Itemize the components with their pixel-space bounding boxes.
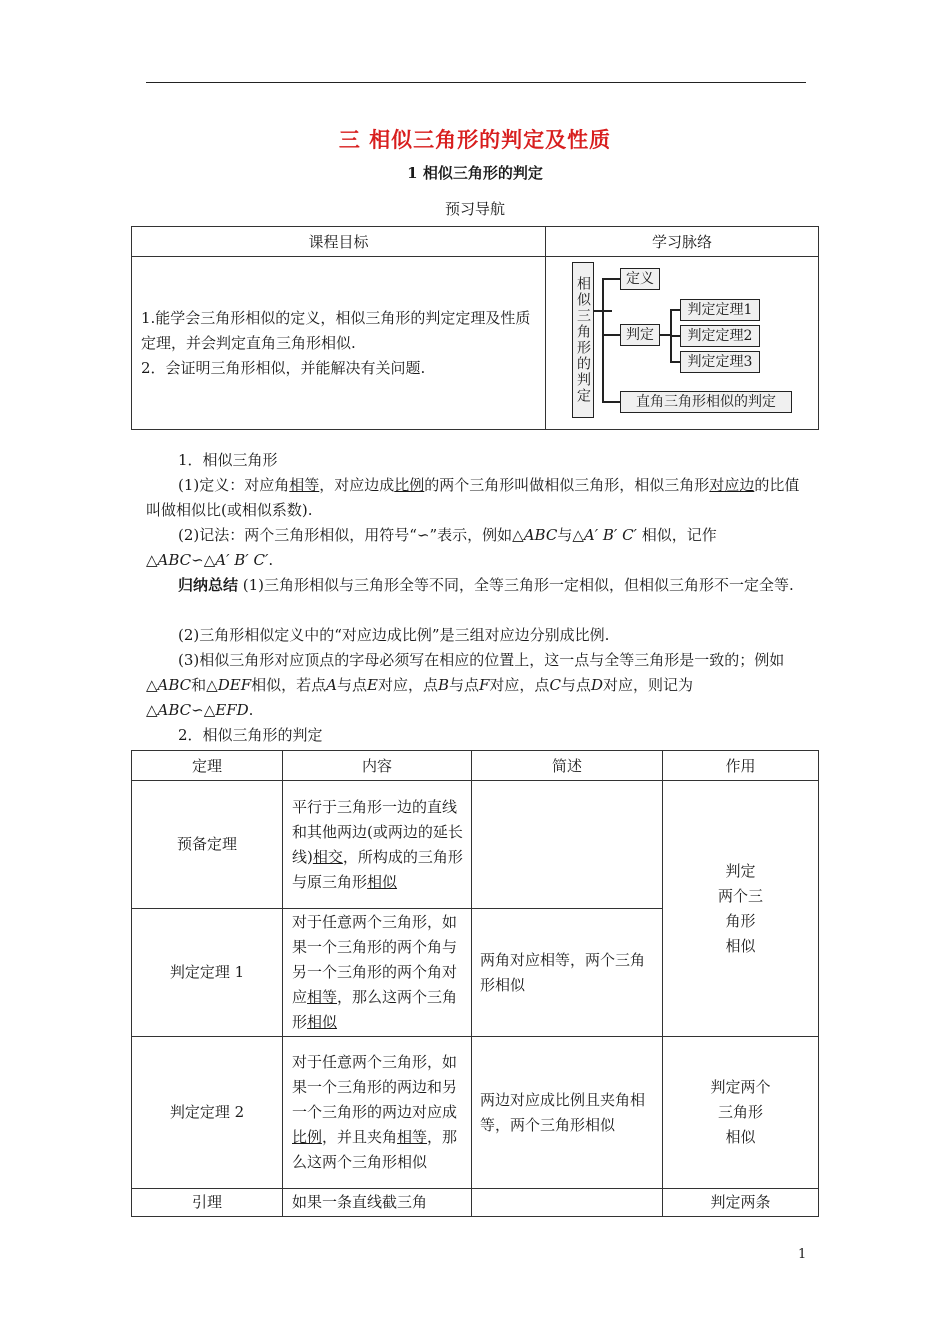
theorem-brief <box>472 1189 663 1217</box>
theorem-brief <box>472 781 663 909</box>
section1-heading: 1．相似三角形 <box>178 451 278 469</box>
mindmap-diagram <box>547 258 817 428</box>
connector <box>602 278 604 402</box>
summary-label: 归纳总结 <box>178 576 239 594</box>
mindmap-judgement: 判定 <box>620 324 660 346</box>
theorem-name: 判定定理 2 <box>132 1037 283 1189</box>
preview-label: 预习导航 <box>444 200 505 218</box>
goals-cell <box>132 257 546 430</box>
theorem-content: 对于任意两个三角形，如果一个三角形的两边和另一个三角形的两边对应成比例，并且夹角相等，那么这两个三角形相似 <box>283 1037 472 1189</box>
page-number: 1 <box>798 1247 807 1262</box>
theorem-content: 如果一条直线截三角 <box>283 1189 472 1217</box>
theorem-use: 判定两个 三角形 相似 <box>663 1037 819 1189</box>
theorem-content: 对于任意两个三角形，如果一个三角形的两个角与另一个三角形的两个角对应相等，那么这两个三角形相似 <box>283 909 472 1037</box>
theorem-brief: 两角对应相等，两个三角形相似 <box>472 909 663 1037</box>
connector <box>602 334 620 336</box>
table-row <box>132 1189 819 1217</box>
mindmap-cell <box>546 257 819 430</box>
connector <box>670 309 680 311</box>
summary-paragraph-3: (3)相似三角形对应顶点的字母必须写在相应的位置上，这一点与全等三角形是一致的；例如△ABC和△DEF相似，若点A与点E对应，点B与点F对应，点C与点D对应，则记为 △ABC∽△EFD. <box>146 651 785 719</box>
connector <box>670 361 680 363</box>
summary-paragraph-1: 归纳总结 (1)三角形相似与三角形全等不同，全等三角形一定相似，但相似三角形不一定全等. <box>178 576 794 594</box>
theorem-name: 判定定理 1 <box>132 909 283 1037</box>
col-header-use: 作用 <box>663 751 819 781</box>
table-row <box>132 1037 819 1189</box>
connector <box>660 334 670 336</box>
header-rule <box>146 82 806 83</box>
theorem-name: 引理 <box>132 1189 283 1217</box>
context-header: 学习脉络 <box>546 227 819 257</box>
mindmap-theorem-3: 判定定理3 <box>680 351 760 373</box>
theorem-table <box>131 750 819 1217</box>
section2-heading: 2．相似三角形的判定 <box>178 726 323 744</box>
mindmap-theorem-1: 判定定理1 <box>680 299 760 321</box>
mindmap-definition: 定义 <box>620 268 660 290</box>
section-subtitle: 1 相似三角形的判定 <box>407 164 543 182</box>
theorem-use: 判定两条 <box>663 1189 819 1217</box>
goals-header: 课程目标 <box>132 227 546 257</box>
mindmap-theorem-2: 判定定理2 <box>680 325 760 347</box>
goal-item-1: 1.能学会三角形相似的定义，相似三角形的判定定理及性质定理，并会判定直角三角形相似. <box>141 308 531 352</box>
theorem-use: 判定 两个三 角形 相似 <box>663 781 819 1037</box>
connector <box>602 401 620 403</box>
mindmap-right-triangle: 直角三角形相似的判定 <box>620 391 792 413</box>
theorem-content: 平行于三角形一边的直线和其他两边(或两边的延长线)相交，所构成的三角形与原三角形相似 <box>283 781 472 909</box>
table-row <box>132 781 819 909</box>
goal-item-2: 2．会证明三角形相似，并能解决有关问题. <box>141 358 426 377</box>
connector <box>602 278 620 280</box>
col-header-brief: 简述 <box>472 751 663 781</box>
definition-paragraph: (1)定义：对应角相等，对应边成比例的两个三角形叫做相似三角形，相似三角形对应边的比值叫做相似比(或相似系数). <box>146 476 800 519</box>
mindmap-root: 相似三角形的判定 <box>572 262 594 418</box>
connector <box>670 335 680 337</box>
summary-paragraph-2: (2)三角形相似定义中的“对应边成比例”是三组对应边分别成比例. <box>178 626 610 644</box>
theorem-name: 预备定理 <box>132 781 283 909</box>
preview-nav-table <box>131 226 819 430</box>
page-title: 三 相似三角形的判定及性质 <box>338 127 612 152</box>
col-header-theorem: 定理 <box>132 751 283 781</box>
notation-paragraph: (2)记法：两个三角形相似，用符号“∽”表示，例如△ABC与△A′ B′ C′ 相似，记作 △ABC∽△A′ B′ C′. <box>146 526 717 569</box>
theorem-brief: 两边对应成比例且夹角相等，两个三角形相似 <box>472 1037 663 1189</box>
col-header-content: 内容 <box>283 751 472 781</box>
